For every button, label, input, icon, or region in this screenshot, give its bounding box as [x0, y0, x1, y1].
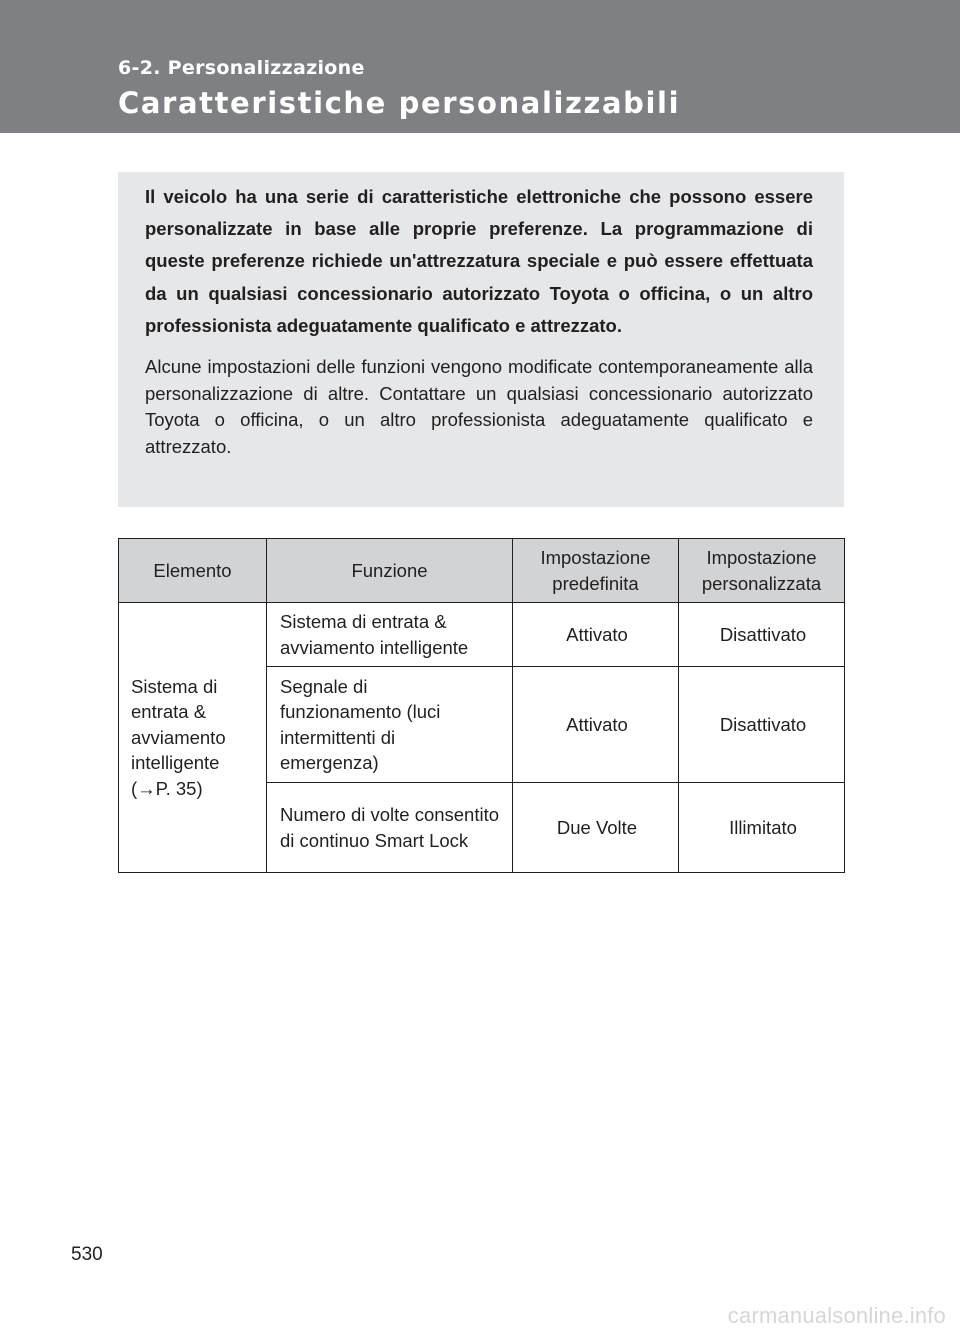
group-cell-elemento: Sistema di entrata & avviamento intelligente (→P. 35) — [119, 603, 267, 873]
cell-funzione: Segnale di funzionamento (luci intermittenti di emergenza) — [267, 667, 513, 783]
table-row — [119, 603, 845, 667]
header-predefinita: Impostazione predefinita — [513, 539, 679, 603]
watermark: carmanualsonline.info — [727, 1303, 946, 1328]
page-header — [0, 0, 960, 133]
cell-funzione: Numero di volte consentito di continuo Smart Lock — [267, 783, 513, 873]
section-label: 6-2. Personalizzazione — [118, 57, 365, 79]
cell-personalizzata: Illimitato — [679, 783, 845, 873]
cell-funzione: Sistema di entrata & avviamento intelligente — [267, 603, 513, 667]
cell-predefinita: Attivato — [513, 667, 679, 783]
cell-personalizzata: Disattivato — [679, 603, 845, 667]
table-header-row — [119, 539, 845, 603]
cell-predefinita: Due Volte — [513, 783, 679, 873]
intro-box — [118, 172, 844, 507]
page-title: Caratteristiche personalizzabili — [118, 86, 681, 120]
header-funzione: Funzione — [267, 539, 513, 603]
cell-personalizzata: Disattivato — [679, 667, 845, 783]
cell-predefinita: Attivato — [513, 603, 679, 667]
page-number: 530 — [71, 1244, 103, 1265]
customization-table — [118, 538, 845, 873]
intro-bold-paragraph: Il veicolo ha una serie di caratteristiche elettroniche che possono essere personalizzate in base alle proprie preferenze. La programmazione di queste preferenze richiede un'attrezzatura speciale e può essere effettuata da un qualsiasi concessionario autorizzato Toyota o officina, o un altro professionista adeguatamente qualificato e attrezzato. — [145, 186, 813, 336]
intro-note-paragraph: Alcune impostazioni delle funzioni vengono modificate contemporaneamente alla personalizzazione di altre. Contattare un qualsiasi concessionario autorizzato Toyota o officina, o un altro professionista adeguatamente qualificato e attrezzato. — [145, 356, 813, 457]
header-personalizzata: Impostazione personalizzata — [679, 539, 845, 603]
header-elemento: Elemento — [119, 539, 267, 603]
